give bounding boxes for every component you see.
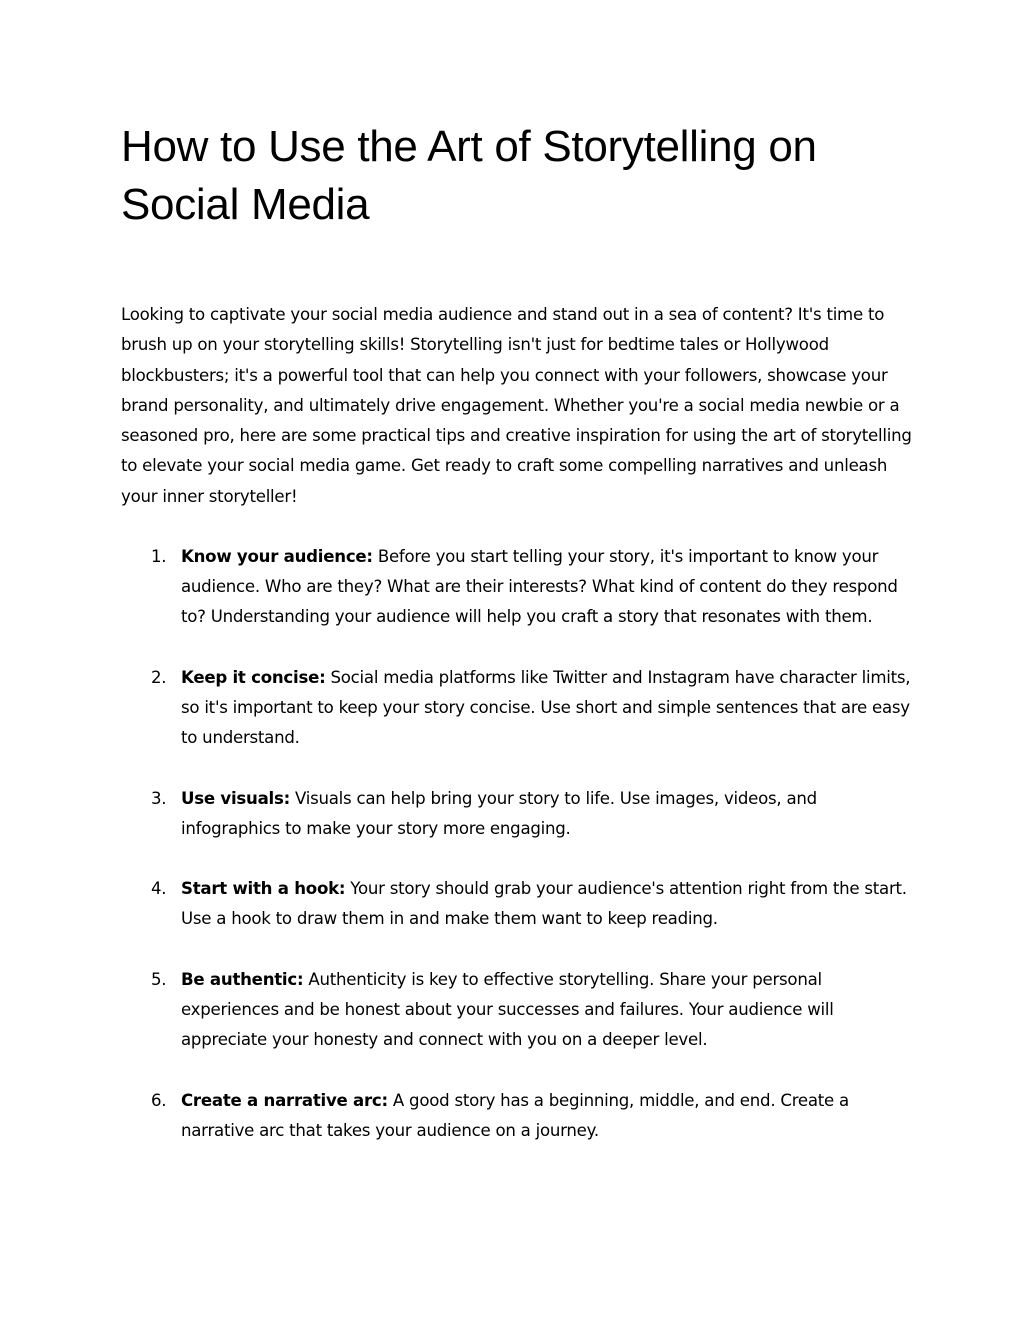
tip-heading: Start with a hook: [181, 879, 346, 899]
tip-text: Your story should grab your audience's attention right from the start. Use a hook to draw them in and make them want to keep reading. [181, 879, 907, 929]
tips-list [121, 542, 916, 1176]
tip-number: 4. [151, 879, 167, 899]
tip-text: A good story has a beginning, middle, and end. Create a narrative arc that takes your audience on a journey. [181, 1090, 849, 1140]
tip-be-authentic [121, 965, 916, 1056]
tip-use-visuals [121, 784, 916, 844]
tip-number: 2. [151, 667, 167, 687]
tip-number: 6. [151, 1090, 167, 1110]
tip-know-your-audience [121, 542, 916, 633]
tip-start-with-a-hook [121, 874, 916, 934]
tip-heading: Keep it concise: [181, 667, 326, 687]
tip-text: Before you start telling your story, it's important to know your audience. Who are they? What are their interests? What kind of content do they respond to? Understanding your audience will help you craft a story that resonates with them. [181, 547, 898, 627]
tip-text: Visuals can help bring your story to life. Use images, videos, and infographics to make your story more engaging. [181, 788, 817, 838]
tip-heading: Know your audience: [181, 547, 373, 566]
intro-paragraph: Looking to captivate your social media audience and stand out in a sea of content? It's time to brush up on your storytelling skills! Storytelling isn't just for bedtime tales or Hollywood blockbusters; it's a powerful tool that can help you connect with your followers, showcase your brand personality, and ultimately drive engagement. Whether you're a social media newbie or a seasoned pro, here are some practical tips and creative inspiration for using the art of storytelling to elevate your social media game. Get ready to craft some compelling narratives and unleash your inner storyteller! [121, 305, 912, 506]
tip-keep-it-concise [121, 663, 916, 754]
tip-heading: Use visuals: [181, 788, 290, 808]
tip-number: 5. [151, 969, 167, 989]
tip-heading: Create a narrative arc: [181, 1090, 388, 1110]
tip-text: Social media platforms like Twitter and Instagram have character limits, so it's important to keep your story concise. Use short and simple sentences that are easy to understand. [181, 667, 911, 748]
tip-heading: Be authentic: [181, 969, 304, 989]
page-title: How to Use the Art of Storytelling on Social Media [121, 122, 817, 229]
tip-text: Authenticity is key to effective storytelling. Share your personal experiences and be honest about your successes and failures. Your audience will appreciate your honesty and connect with you on a deeper level. [181, 969, 834, 1050]
tip-create-a-narrative-arc [121, 1086, 916, 1146]
tip-number: 1. [151, 547, 167, 566]
tip-number: 3. [151, 788, 167, 808]
